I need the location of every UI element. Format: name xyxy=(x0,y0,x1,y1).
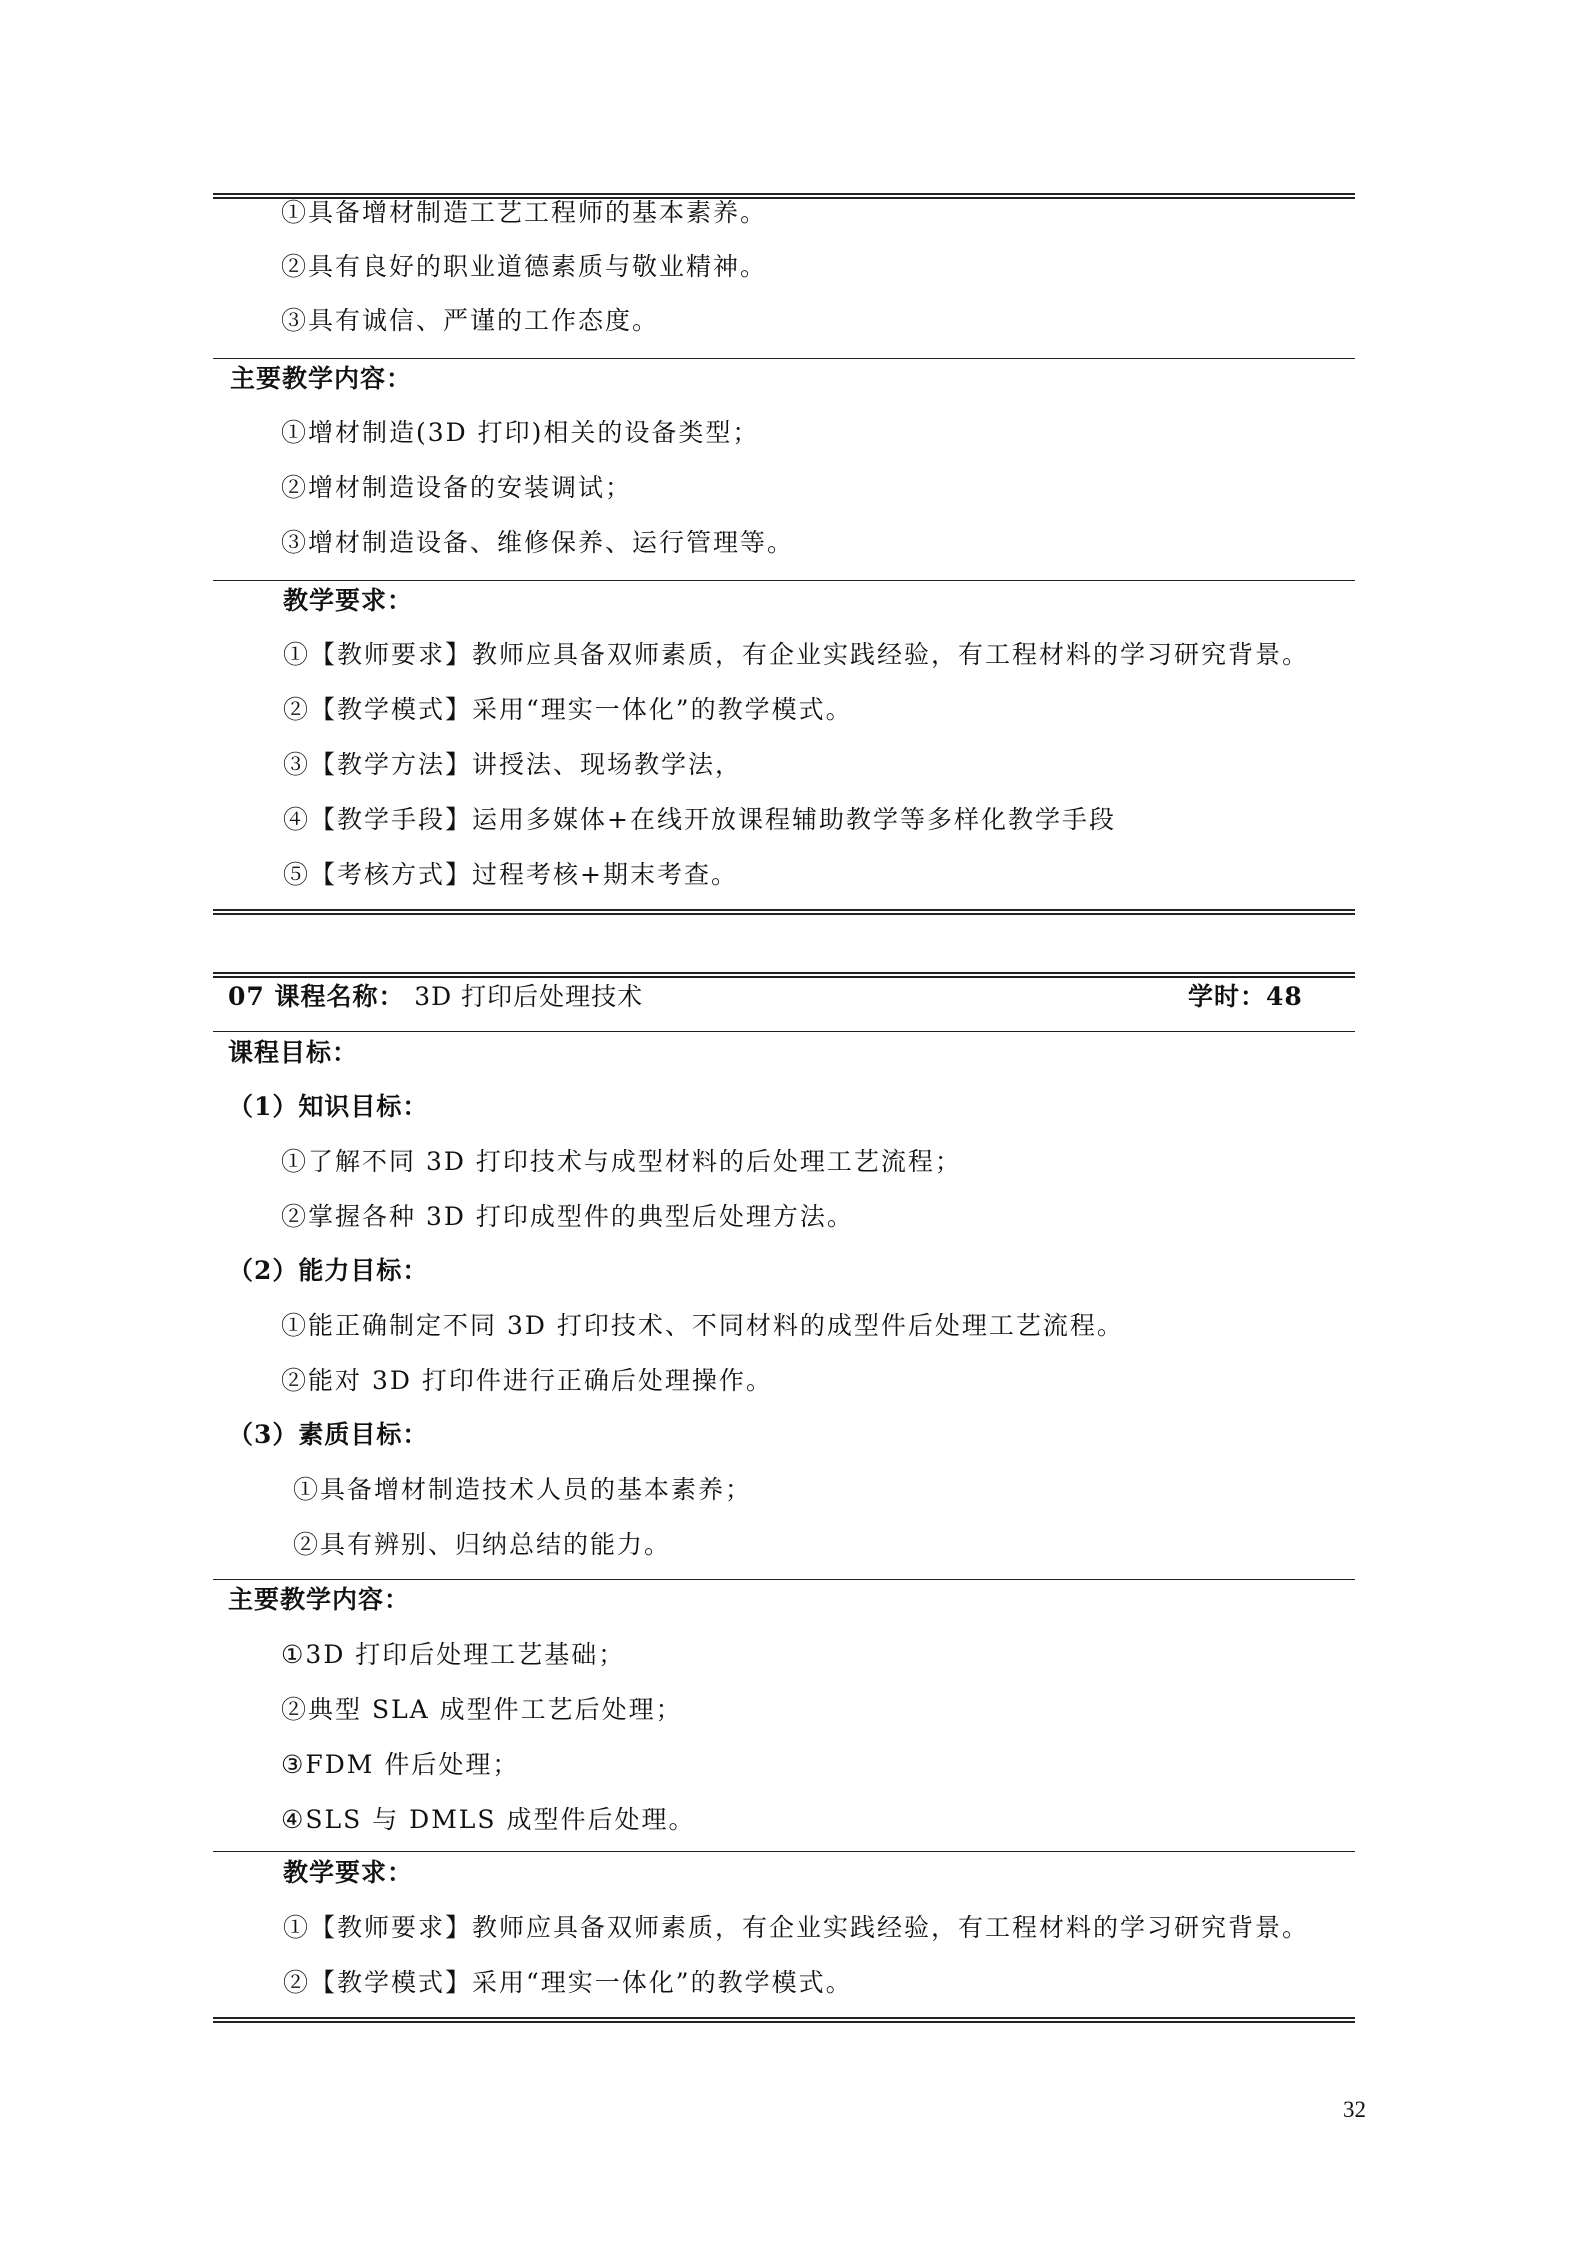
quality-item: ①具备增材制造工艺工程师的基本素养。 xyxy=(281,198,768,227)
course07-top-border xyxy=(213,972,1355,978)
quality-item: ①具备增材制造技术人员的基本素养； xyxy=(293,1475,753,1504)
row-divider xyxy=(213,358,1355,359)
course-name-label: 07 课程名称： xyxy=(228,982,405,1011)
requirement-item: ③【教学方法】讲授法、现场教学法， xyxy=(283,750,743,779)
ability-heading: （2）能力目标： xyxy=(228,1256,429,1285)
row-divider xyxy=(213,580,1355,581)
requirement-item: ④【教学手段】运用多媒体+在线开放课程辅助教学等多样化教学手段 xyxy=(283,805,1116,834)
requirements-heading: 教学要求： xyxy=(283,586,414,615)
content-item: ①3D 打印后处理工艺基础； xyxy=(281,1640,626,1669)
requirement-item: ⑤【考核方式】过程考核+期末考查。 xyxy=(283,860,738,889)
content-item: ②增材制造设备的安装调试； xyxy=(281,473,633,502)
knowledge-item: ①了解不同 3D 打印技术与成型材料的后处理工艺流程； xyxy=(281,1147,962,1176)
content-item: ②典型 SLA 成型件工艺后处理； xyxy=(281,1695,683,1724)
requirement-item: ①【教师要求】教师应具备双师素质，有企业实践经验，有工程材料的学习研究背景。 xyxy=(283,640,1310,669)
course-header xyxy=(228,982,643,1012)
row-divider xyxy=(213,1031,1355,1032)
quality-heading: （3）素质目标： xyxy=(228,1420,429,1449)
quality-item: ②具有良好的职业道德素质与敬业精神。 xyxy=(281,252,768,281)
table-bottom-border xyxy=(213,909,1355,915)
ability-item: ①能正确制定不同 3D 打印技术、不同材料的成型件后处理工艺流程。 xyxy=(281,1311,1124,1340)
course-hours: 学时：48 xyxy=(1188,982,1303,1011)
content-item: ④SLS 与 DMLS 成型件后处理。 xyxy=(281,1805,696,1834)
objectives-heading: 课程目标： xyxy=(228,1038,359,1067)
row-divider xyxy=(213,1851,1355,1852)
requirement-item: ②【教学模式】采用“理实一体化”的教学模式。 xyxy=(283,1968,853,1997)
content-item: ①增材制造(3D 打印)相关的设备类型； xyxy=(281,418,760,447)
requirements-heading: 教学要求： xyxy=(283,1858,414,1887)
requirement-item: ②【教学模式】采用“理实一体化”的教学模式。 xyxy=(283,695,853,724)
requirement-item: ①【教师要求】教师应具备双师素质，有企业实践经验，有工程材料的学习研究背景。 xyxy=(283,1913,1310,1942)
content-heading: 主要教学内容： xyxy=(228,1585,411,1614)
content-item: ③FDM 件后处理； xyxy=(281,1750,520,1779)
knowledge-item: ②掌握各种 3D 打印成型件的典型后处理方法。 xyxy=(281,1202,854,1231)
quality-item: ③具有诚信、严谨的工作态度。 xyxy=(281,306,660,335)
course07-bottom-border xyxy=(213,2017,1355,2023)
content-item: ③增材制造设备、维修保养、运行管理等。 xyxy=(281,528,795,557)
row-divider xyxy=(213,1579,1355,1580)
content-heading: 主要教学内容： xyxy=(230,364,413,393)
quality-item: ②具有辨别、归纳总结的能力。 xyxy=(293,1530,672,1559)
page-number: 32 xyxy=(1343,2097,1366,2122)
ability-item: ②能对 3D 打印件进行正确后处理操作。 xyxy=(281,1366,773,1395)
course-name: 3D 打印后处理技术 xyxy=(414,982,644,1011)
knowledge-heading: （1）知识目标： xyxy=(228,1092,429,1121)
